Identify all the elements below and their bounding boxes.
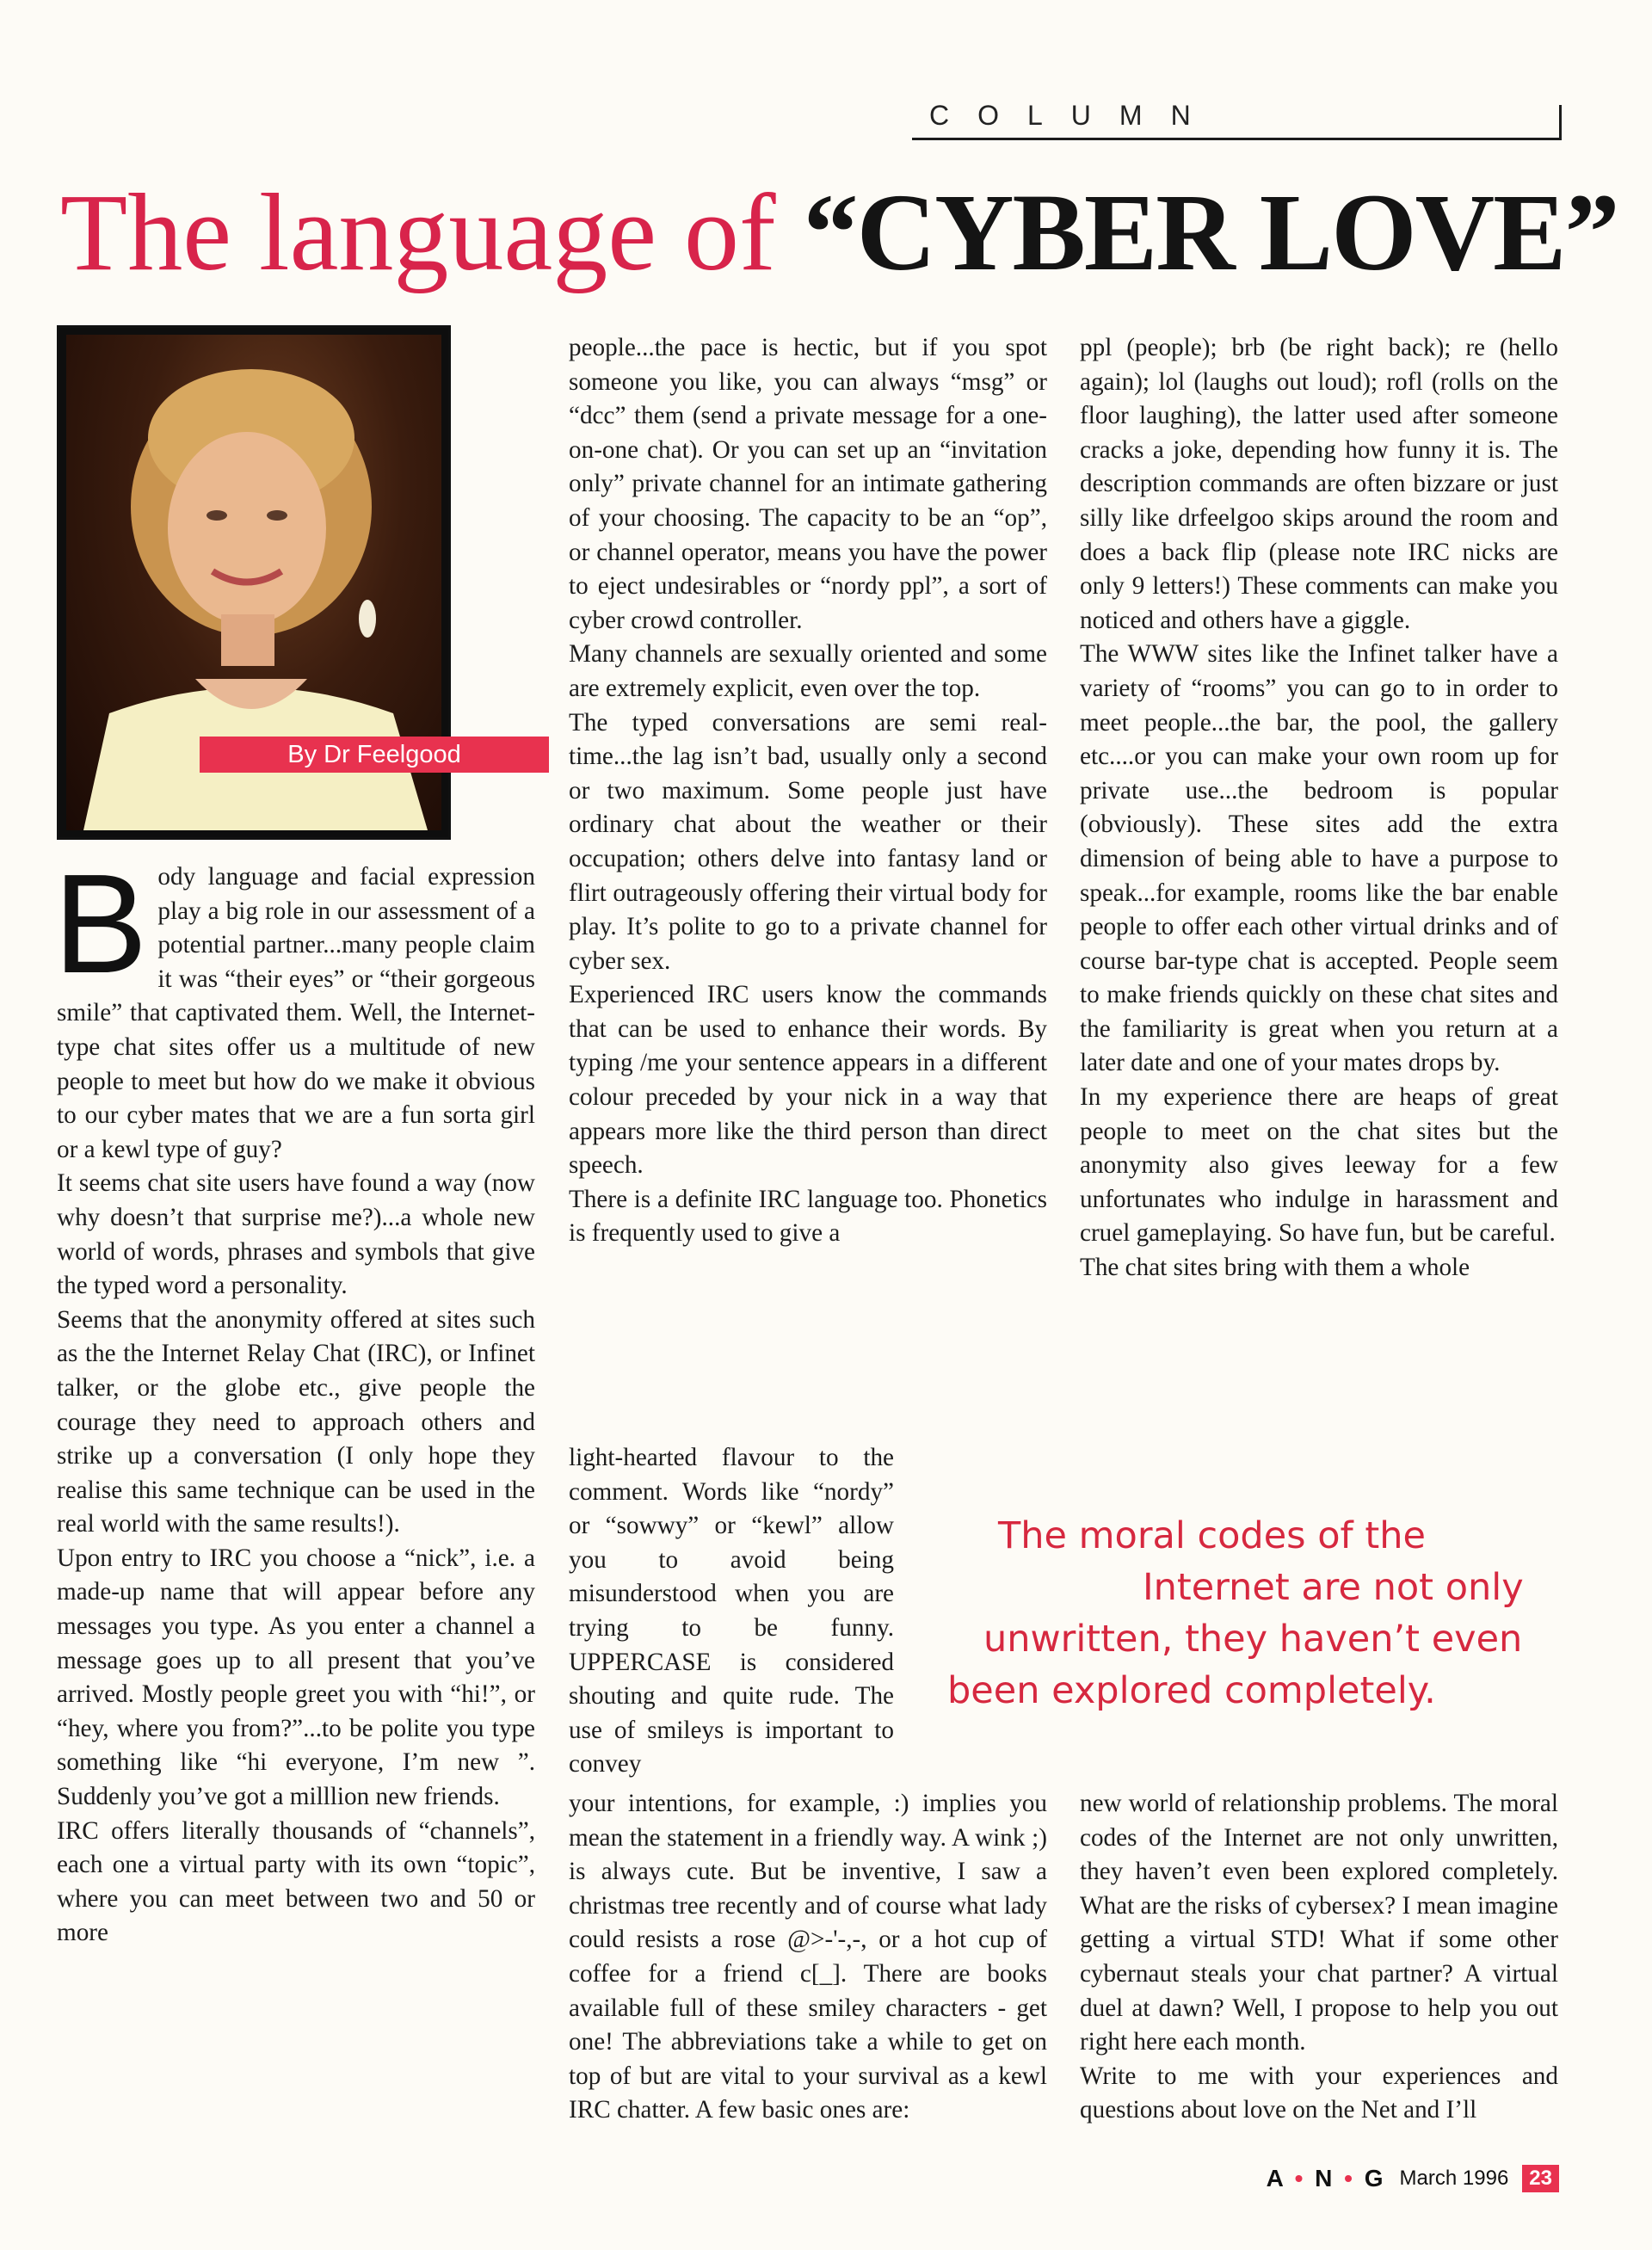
- article-column-1: [53, 845, 535, 1951]
- paragraph: ppl (people); brb (be right back); re (hello again); lol (laughs out loud); rofl (rolls on the floor laughing), the latter used after someone cracks a joke, depending how funny it is. The description commands are often bizzare or just silly like drfeelgoo skips around the room and does a back flip (please note IRC nicks are only 9 letters!) These comments can make you noticed and others have a giggle.: [1080, 334, 1558, 634]
- paragraph: IRC offers literally thousands of “channels”, each one a virtual party with its own “topic”, where you can meet between two and 50 or more: [57, 1816, 535, 1947]
- magazine-logo: A • N • G: [1266, 2165, 1386, 2191]
- byline: By Dr Feelgood: [200, 737, 549, 773]
- page-number: 23: [1522, 2165, 1559, 2192]
- article-column-2-bottom: [569, 1787, 1047, 2128]
- pull-quote-line: unwritten, they haven’t even: [983, 1618, 1523, 1661]
- paragraph: new world of relationship problems. The moral codes of the Internet are not only unwritten, they haven’t even been explored completely. What are the risks of cybersex? I mean imagine getting a virtual STD! What if some other cybernaut steals your chat partner? A virtual duel at dawn? Well, I propose to help you out right here each month.: [1080, 1790, 1558, 2056]
- pull-quote-line: The moral codes of the: [998, 1514, 1426, 1557]
- paragraph: The WWW sites like the Infinet talker have a variety of “rooms” you can go to in order to meet people...the bar, the pool, the gallery etc....or you can make your own room up for private use...the bedroom is popular (obviously). These sites add the extra dimension of being able to have a purpose to speak...for example, rooms like the bar enable people to offer each other virtual drinks and of course bar-type chat is accepted. People seem to make friends quickly on these chat sites and the familiarity is great when you return at a later date and one of your mates drops by.: [1080, 640, 1558, 1077]
- issue-date: March 1996: [1399, 2167, 1509, 2190]
- paragraph: The typed conversations are semi real-time...the lag isn’t bad, usually only a second or two maximum. Some people just have ordinary chat about the weather or their occupation; others delve into fantasy land or flirt outrageously offering their virtual body for play. It’s polite to go to a private channel for cyber sex.: [569, 708, 1047, 975]
- section-label: COLUMN: [929, 100, 1219, 131]
- paragraph-text: ody language and facial expression play a big role in our assessment of a potential partner...many people claim it was “their eyes” or “their gorgeous smile” that captivated them. Well, the Internet-type chat sites offer us a multitude of new people to meet but how do we make it obvious to our cyber mates that we are a fun sorta girl or a kewl type of guy?: [57, 863, 535, 1163]
- article-column-3-bottom: [1080, 1787, 1558, 2128]
- paragraph: Many channels are sexually oriented and some are extremely explicit, even over the top.: [569, 640, 1047, 702]
- title-part-2: “CYBER LOVE”: [803, 171, 1618, 293]
- paragraph: light-hearted flavour to the comment. Words like “nordy” or “sowwy” or “kewl” allow you to avoid being misunderstood when you are trying to be funny. UPPERCASE is considered shouting and quite rude. The use of smileys is important to convey: [569, 1444, 894, 1778]
- paragraph: [53, 845, 535, 1167]
- paragraph: In my experience there are heaps of great people to meet on the chat sites but the anonymity also gives leeway for a few unfortunates who indulge in harassment and cruel gameplaying. So have fun, but be careful.: [1080, 1083, 1558, 1248]
- paragraph: Write to me with your experiences and questions about love on the Net and I’ll: [1080, 2062, 1558, 2124]
- title-part-1: The language of: [60, 171, 804, 293]
- pull-quote-line: been explored completely.: [947, 1669, 1436, 1712]
- article-column-2: [569, 331, 1047, 1251]
- paragraph: your intentions, for example, :) implies you mean the statement in a friendly way. A wink ;) is always cute. But be inventive, I saw a christmas tree recently and of course what lady could resists a rose @>-'-,-, or a hot cup of coffee for a friend c[_]. There are books available full of these smiley characters - get one! The abbreviations take a while to get on top of but are vital to your survival as a kewl IRC chatter. A few basic ones are:: [569, 1790, 1047, 2124]
- column-header: [912, 100, 1562, 140]
- paragraph: people...the pace is hectic, but if you spot someone you like, you can always “msg” or “dcc” them (send a private message for a one-on-one chat). Or you can set up an “invitation only” private channel for an intimate gathering of your choosing. The capacity to be an “op”, or channel operator, means you have the power to eject undesirables or “nordy ppl”, a sort of cyber crowd controller.: [569, 334, 1047, 634]
- paragraph: There is a definite IRC language too. Phonetics is frequently used to give a: [569, 1185, 1047, 1248]
- paragraph: Upon entry to IRC you choose a “nick”, i.e. a made-up name that will appear before any messages you type. As you enter a channel a message goes up to all present that you’ve arrived. Mostly people greet you with “hi!”, or “hey, where you from?”...to be polite you type something like “hi everyone, I’m new ”. Suddenly you’ve got a milllion new friends.: [57, 1544, 535, 1811]
- paragraph: Experienced IRC users know the commands that can be used to enhance their words. By typing /me your sentence appears in a different colour preceded by your nick in a way that appears more like the third person than direct speech.: [569, 981, 1047, 1180]
- page-footer: [1267, 2165, 1559, 2192]
- pull-quote-line: Internet are not only: [1143, 1566, 1524, 1609]
- drop-cap: B: [53, 845, 148, 1002]
- pull-quote: [938, 1510, 1540, 1717]
- paragraph: Seems that the anonymity offered at sites such as the the Internet Relay Chat (IRC), or Infinet talker, or the globe etc., give people the courage they need to approach others and strike up a conversation (I only hope they realise this same technique can be used in the real world with the same results!).: [57, 1305, 535, 1538]
- paragraph: The chat sites bring with them a whole: [1080, 1254, 1470, 1282]
- article-column-2-wrap: [569, 1441, 894, 1782]
- paragraph: It seems chat site users have found a way (now why doesn’t that surprise me?)...a whole new world of words, phrases and symbols that give the typed word a personality.: [57, 1169, 535, 1300]
- article-column-3: [1080, 331, 1558, 1285]
- page-title: [60, 171, 1618, 293]
